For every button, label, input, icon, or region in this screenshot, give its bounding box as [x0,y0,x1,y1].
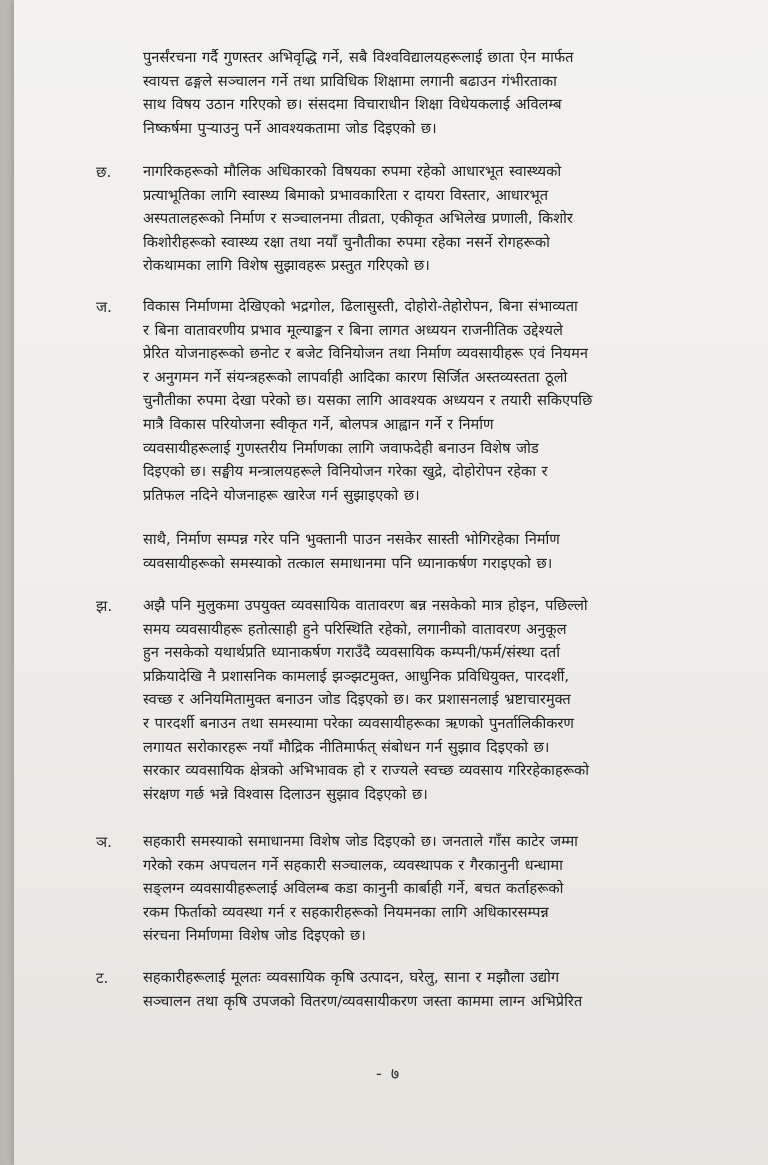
item-paragraph [143,966,708,1013]
text-line: हुन नसकेको यथार्थप्रति ध्यानाकर्षण गराउँदै व्यवसायिक कम्पनी/फर्म/संस्था दर्ता [143,644,561,662]
text-line: निष्कर्षमा पुऱ्याउनु पर्ने आवश्यकतामा जोड दिइएको छ। [143,119,437,137]
text-line: साथ विषय उठान गरिएको छ। संसदमा विचाराधीन शिक्षा विधेयकलाई अविलम्ब [143,96,562,114]
text-line: नागरिकहरूको मौलिक अधिकारको विषयका रुपमा रहेको आधारभूत स्वास्थ्यको [143,163,562,180]
text-line: गरेको रकम अपचलन गर्ने सहकारी सञ्चालक, व्यवस्थापक र गैरकानुनी धन्धामा [143,856,563,874]
item-paragraph [143,830,708,948]
item-marker: ञ. [96,833,112,851]
text-line: प्रतिफल नदिने योजनाहरू खारेज गर्न सुझाइएको छ। [143,486,420,504]
text-line: मात्रै विकास परियोजना स्वीकृत गर्ने, बोलपत्र आह्वान गर्ने र निर्माण [143,415,494,433]
text-line: प्रेरित योजनाहरूको छनोट र बजेट विनियोजन तथा निर्माण व्यवसायीहरू एवं नियमन [143,345,588,363]
text-line: र पारदर्शी बनाउन तथा समस्यामा परेका व्यवसायीहरूका ऋणको पुनर्तालिकीकरण [143,714,574,732]
text-line: सहकारीहरूलाई मूलतः व्यवसायिक कृषि उत्पादन, घरेलु, साना र मझौला उद्योग [143,969,560,986]
text-line: स्वच्छ र अनियमितामुक्त बनाउन जोड दिइएको छ। कर प्रशासनलाई भ्रष्टाचारमुक्त [143,691,571,709]
item-paragraph [143,594,708,806]
text-line: स्वायत्त ढङ्गले सञ्चालन गर्ने तथा प्राविधिक शिक्षामा लगानी बढाउन गंभीरताका [143,72,557,90]
text-line: र बिना वातावरणीय प्रभाव मूल्याङ्कन र बिना लागत अध्ययन राजनीतिक उद्देश्यले [143,321,563,339]
intro-paragraph [143,46,708,140]
text-line: संरक्षण गर्छ भन्ने विश्वास दिलाउन सुझाव दिइएको छ। [143,785,428,803]
item-marker: छ. [96,163,112,181]
item-paragraph [143,160,708,278]
text-line: समय व्यवसायीहरू हतोत्साही हुने परिस्थिति रहेको, लगानीको वातावरण अनुकूल [143,620,567,638]
item-marker: ट. [96,969,109,987]
text-line: सहकारी समस्याको समाधानमा विशेष जोड दिइएको छ। जनताले गाँस काटेर जम्मा [143,833,578,850]
text-line: व्यवसायीहरूको समस्याको तत्काल समाधानमा पनि ध्यानाकर्षण गराइएको छ। [143,554,553,572]
text-line: किशोरीहरूको स्वास्थ्य रक्षा तथा नयाँ चुनौतीका रुपमा रहेका नसर्ने रोगहरूको [143,233,550,251]
text-line: रकम फिर्ताको व्यवस्था गर्न र सहकारीहरूको नियमनका लागि अधिकारसम्पन्न [143,903,549,921]
text-line: लगायत सरोकारहरू नयाँ मौद्रिक नीतिमार्फत् संबोधन गर्न सुझाव दिइएको छ। [143,738,550,756]
item-marker: झ. [96,597,113,615]
text-line: व्यवसायीहरूलाई गुणस्तरीय निर्माणका लागि जवाफदेही बनाउन विशेष जोड [143,439,539,457]
text-line: प्रत्याभूतिका लागि स्वास्थ्य बिमाको प्रभावकारिता र दायरा विस्तार, आधारभूत [143,186,549,204]
text-line: रोकथामका लागि विशेष सुझावहरू प्रस्तुत गरिएको छ। [143,257,430,275]
text-line: विकास निर्माणमा देखिएको भद्रगोल, ढिलासुस्ती, दोहोरो-तेहोरोपन, बिना संभाव्यता [143,298,578,315]
item-marker: ज. [96,298,112,316]
item-paragraph [143,528,708,575]
text-line: सरकार व्यवसायिक क्षेत्रको अभिभावक हो र राज्यले स्वच्छ व्यवसाय गरिरहेकाहरूको [143,762,590,780]
text-line: र अनुगमन गर्ने संयन्त्रहरूको लापर्वाही आदिका कारण सिर्जित अस्तव्यस्तता ठूलो [143,368,568,386]
item-paragraph [143,295,708,507]
text-line: सञ्चालन तथा कृषि उपजको वितरण/व्यवसायीकरण जस्ता काममा लाग्न अभिप्रेरित [143,992,583,1010]
text-line: पुनर्संरचना गर्दै गुणस्तर अभिवृद्धि गर्ने, सबै विश्वविद्यालयहरूलाई छाता ऐन मार्फत [143,49,574,66]
text-line: दिइएको छ। सङ्घीय मन्त्रालयहरूले विनियोजन गरेका खुद्रे, दोहोरोपन रहेका र [143,463,548,481]
text-line: प्रक्रियादेखि नै प्रशासनिक कामलाई झञ्झटमुक्त, आधुनिक प्रविधियुक्त, पारदर्शी, [143,667,570,685]
text-line: अझै पनि मुलुकमा उपयुक्त व्यवसायिक वातावरण बन्न नसकेको मात्र होइन, पछिल्लो [143,597,588,614]
text-line: अस्पतालहरूको निर्माण र सञ्चालनमा तीव्रता, एकीकृत अभिलेख प्रणाली, किशोर [143,210,573,228]
text-line: संरचना निर्माणमा विशेष जोड दिइएको छ। [143,927,366,945]
document-page [14,0,768,1165]
text-line: चुनौतीका रुपमा देखा परेको छ। यसका लागि आवश्यक अध्ययन र तयारी सकिएपछि [143,392,593,410]
page-number: - ७ [376,1064,402,1083]
text-line: सङ्लग्न व्यवसायीहरूलाई अविलम्ब कडा कानुनी कार्बाही गर्ने, बचत कर्ताहरूको [143,880,564,898]
text-line: साथै, निर्माण सम्पन्न गरेर पनि भुक्तानी पाउन नसकेर सास्ती भोगिरहेका निर्माण [143,531,560,548]
